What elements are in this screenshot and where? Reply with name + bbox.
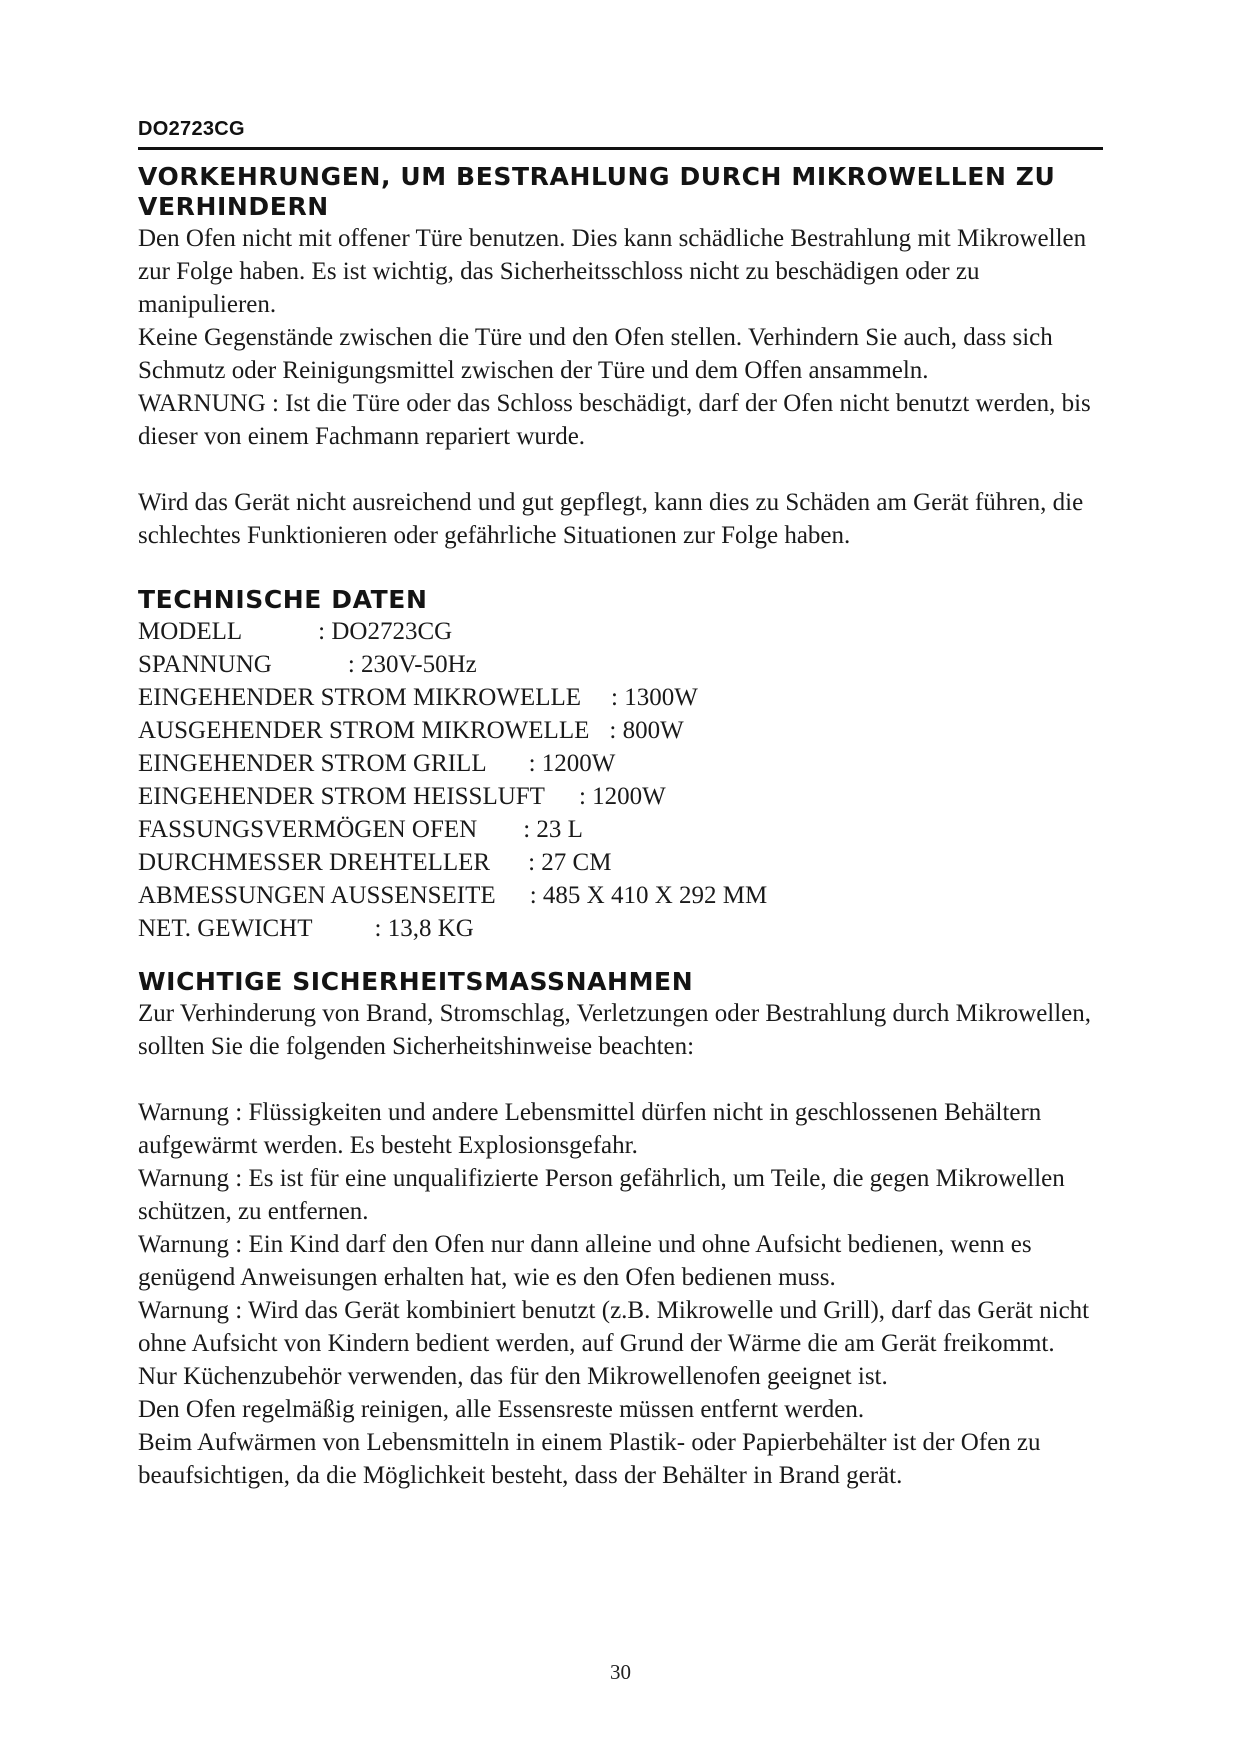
spec-row — [138, 681, 1103, 714]
paragraph-intro: Zur Verhinderung von Brand, Stromschlag, Verletzungen oder Bestrahlung durch Mikrowellen, sollten Sie die folgenden Sicherheitshinweise beachten: — [138, 1000, 1092, 1060]
note-accessories: Nur Küchenzubehör verwenden, das für den Mikrowellenofen geeignet ist. — [138, 1363, 888, 1390]
spec-row — [138, 747, 1103, 780]
section-title-safety: WICHTIGE SICHERHEITSMASSNAHMEN — [138, 967, 694, 996]
section-title-specs: TECHNISCHE DATEN — [138, 585, 428, 614]
spec-value: : DO2723CG — [318, 618, 453, 645]
warning-liquids: Warnung : Flüssigkeiten und andere Lebensmittel dürfen nicht in geschlossenen Behältern aufgewärmt werden. Es besteht Explosionsgefahr. — [138, 1099, 1042, 1159]
spec-label: EINGEHENDER STROM MIKROWELLE — [138, 684, 582, 711]
warning-children: Warnung : Ein Kind darf den Ofen nur dann alleine und ohne Aufsicht bedienen, wenn es genügend Anweisungen erhalten hat, wie es den Ofen bedienen muss. — [138, 1231, 1032, 1291]
model-header: DO2723CG — [138, 118, 245, 140]
note-cleaning: Den Ofen regelmäßig reinigen, alle Essensreste müssen entfernt werden. — [138, 1396, 865, 1423]
spec-label: ABMESSUNGEN AUSSENSEITE — [138, 882, 496, 909]
page-number: 30 — [610, 1660, 631, 1684]
spec-value: : 27 CM — [528, 849, 612, 876]
paragraph-objects: Keine Gegenstände zwischen die Türe und den Ofen stellen. Verhindern Sie auch, dass sich Schmutz oder Reinigungsmittel zwischen der Türe und dem Offen ansammeln. — [138, 324, 1053, 384]
spec-value: : 23 L — [523, 816, 583, 843]
spec-row — [138, 879, 1103, 912]
spec-value: : 485 X 410 X 292 MM — [529, 882, 768, 909]
paragraph-warning: WARNUNG : Ist die Türe oder das Schloss beschädigt, darf der Ofen nicht benutzt werden, bis dieser von einem Fachmann repariert wurde. — [138, 390, 1091, 450]
spec-row — [138, 780, 1103, 813]
spec-row — [138, 813, 1103, 846]
section-title-radiation: VORKEHRUNGEN, UM BESTRAHLUNG DURCH MIKROWELLEN ZU VERHINDERN — [138, 162, 1056, 221]
spec-row — [138, 714, 1103, 747]
spec-label: EINGEHENDER STROM GRILL — [138, 750, 487, 777]
note-containers: Beim Aufwärmen von Lebensmitteln in einem Plastik- oder Papierbehälter ist der Ofen zu beaufsichtigen, da die Möglichkeit besteht, dass der Behälter in Brand gerät. — [138, 1429, 1041, 1489]
header-rule — [138, 147, 1103, 150]
spec-value: : 800W — [609, 717, 684, 744]
spec-value: : 1200W — [528, 750, 616, 777]
spec-row — [138, 912, 1103, 945]
page-content — [138, 162, 1103, 1492]
warning-parts: Warnung : Es ist für eine unqualifizierte Person gefährlich, um Teile, die gegen Mikrowellen schützen, zu entfernen. — [138, 1165, 1065, 1225]
spec-row — [138, 846, 1103, 879]
spec-row — [138, 615, 1103, 648]
spec-value: : 13,8 KG — [374, 915, 474, 942]
spec-label: MODELL — [138, 618, 243, 645]
spec-value: : 1300W — [611, 684, 698, 711]
spec-value: : 1200W — [578, 783, 666, 810]
warning-combined: Warnung : Wird das Gerät kombiniert benutzt (z.B. Mikrowelle und Grill), darf das Gerät nicht ohne Aufsicht von Kindern bedient werden, auf Grund der Wärme die am Gerät freikommt. — [138, 1297, 1090, 1357]
spec-row — [138, 648, 1103, 681]
paragraph-door: Den Ofen nicht mit offener Türe benutzen. Dies kann schädliche Bestrahlung mit Mikrowellen zur Folge haben. Es ist wichtig, das Sicherheitsschloss nicht zu beschädigen oder zu manipulieren. — [138, 225, 1087, 318]
spec-label: SPANNUNG — [138, 651, 272, 678]
spec-label: FASSUNGSVERMÖGEN OFEN — [138, 816, 478, 843]
spec-table — [138, 615, 1103, 945]
spec-label: NET. GEWICHT — [138, 915, 313, 942]
paragraph-maintenance: Wird das Gerät nicht ausreichend und gut gepflegt, kann dies zu Schäden am Gerät führen, die schlechtes Funktionieren oder gefährliche Situationen zur Folge haben. — [138, 489, 1084, 549]
spec-label: AUSGEHENDER STROM MIKROWELLE — [138, 717, 590, 744]
spec-label: EINGEHENDER STROM HEISSLUFT — [138, 783, 545, 810]
spec-label: DURCHMESSER DREHTELLER — [138, 849, 491, 876]
spec-value: : 230V-50Hz — [347, 651, 477, 678]
